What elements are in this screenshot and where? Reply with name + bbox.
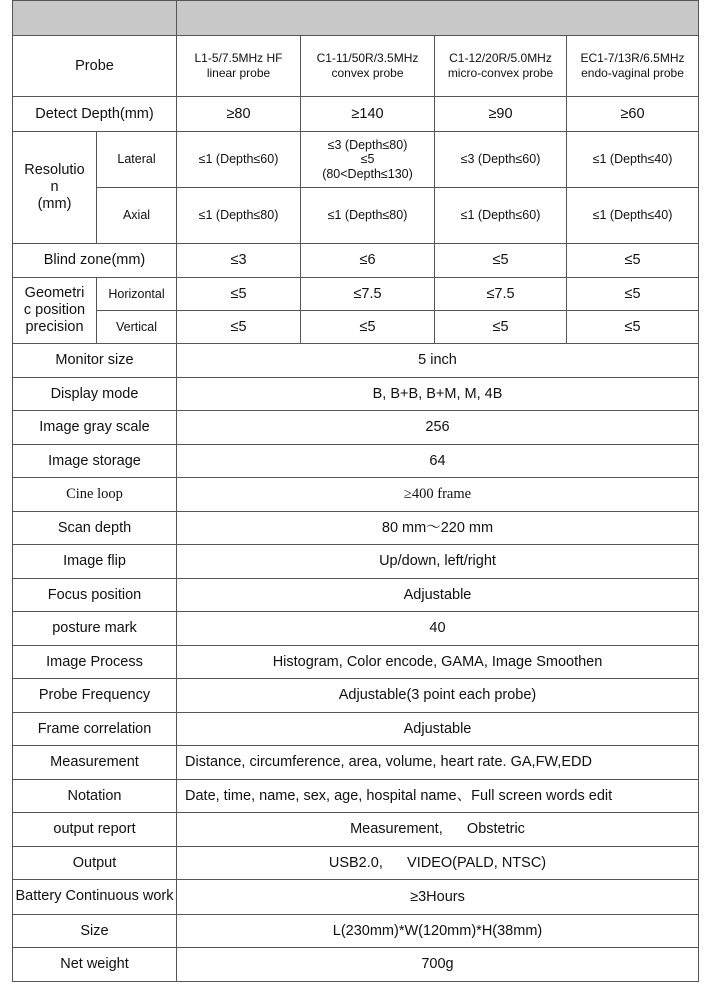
vertical-label: Vertical	[97, 311, 177, 344]
spec-value: 80 mm～220 mm	[177, 512, 699, 545]
probe-c1-11: C1-11/50R/3.5MHz convex probe	[301, 36, 435, 97]
spec-label: Cine loop	[13, 478, 177, 512]
spec-value: Date, time, name, sex, age, hospital name、Full screen words edit	[177, 780, 699, 813]
spec-row-probe-frequency	[13, 679, 699, 713]
lateral-value: ≤1 (Depth≤60)	[177, 132, 301, 188]
axial-value: ≤1 (Depth≤80)	[177, 188, 301, 244]
top-right-cell	[177, 1, 699, 36]
spec-value: Histogram, Color encode, GAMA, Image Smoothen	[177, 646, 699, 679]
detect-depth-value: ≥140	[301, 97, 435, 132]
blind-zone-row	[13, 244, 699, 278]
spec-row-cine-loop	[13, 478, 699, 512]
blind-zone-value: ≤5	[567, 244, 699, 278]
spec-value: USB2.0, VIDEO(PALD, NTSC)	[177, 847, 699, 880]
spec-value: Adjustable	[177, 713, 699, 746]
vertical-value: ≤5	[435, 311, 567, 344]
detect-depth-value: ≥90	[435, 97, 567, 132]
spec-row-focus-position	[13, 579, 699, 612]
spec-label: Battery Continuous work	[13, 880, 177, 915]
spec-row-display-mode	[13, 378, 699, 411]
detect-depth-row	[13, 97, 699, 132]
axial-label: Axial	[97, 188, 177, 244]
horizontal-value: ≤7.5	[435, 278, 567, 311]
spec-value: ≥400 frame	[177, 478, 699, 512]
detect-depth-value: ≥80	[177, 97, 301, 132]
spec-label: Image flip	[13, 545, 177, 579]
detect-depth-value: ≥60	[567, 97, 699, 132]
lateral-value-multiline: ≤3 (Depth≤80) ≤5 (80<Depth≤130)	[301, 132, 435, 188]
vertical-value: ≤5	[301, 311, 435, 344]
blind-zone-value: ≤6	[301, 244, 435, 278]
resolution-label: Resolutio n (mm)	[13, 132, 97, 244]
spec-label: Size	[13, 915, 177, 948]
spec-row-battery	[13, 880, 699, 915]
spec-label: Scan depth	[13, 512, 177, 545]
spec-value: Measurement, Obstetric	[177, 813, 699, 847]
spec-row-scan-depth	[13, 512, 699, 545]
geometric-label: Geometri c position precision	[13, 278, 97, 344]
spec-value: 64	[177, 445, 699, 478]
top-shaded-row	[13, 1, 699, 36]
probe-ec1-7: EC1-7/13R/6.5MHz endo-vaginal probe	[567, 36, 699, 97]
spec-label: Image storage	[13, 445, 177, 478]
spec-row-net-weight	[13, 948, 699, 982]
spec-label: Measurement	[13, 746, 177, 780]
spec-label: Net weight	[13, 948, 177, 982]
spec-value: ≥3Hours	[177, 880, 699, 915]
horizontal-value: ≤7.5	[301, 278, 435, 311]
horizontal-value: ≤5	[567, 278, 699, 311]
lateral-value: ≤3 (Depth≤60)	[435, 132, 567, 188]
geometric-horizontal-row	[13, 278, 699, 311]
spec-label: Output	[13, 847, 177, 880]
spec-row-notation	[13, 780, 699, 813]
spec-value: Adjustable	[177, 579, 699, 612]
spec-label: Display mode	[13, 378, 177, 411]
spec-value: L(230mm)*W(120mm)*H(38mm)	[177, 915, 699, 948]
spec-row-posture-mark	[13, 612, 699, 646]
spec-label: output report	[13, 813, 177, 847]
spec-value: 40	[177, 612, 699, 646]
probe-header-row	[13, 36, 699, 97]
resolution-lateral-row	[13, 132, 699, 188]
spec-label: Probe Frequency	[13, 679, 177, 713]
lateral-value: ≤1 (Depth≤40)	[567, 132, 699, 188]
top-left-cell	[13, 1, 177, 36]
geometric-vertical-row	[13, 311, 699, 344]
spec-row-image-process	[13, 646, 699, 679]
spec-value: 700g	[177, 948, 699, 982]
axial-value: ≤1 (Depth≤60)	[435, 188, 567, 244]
vertical-value: ≤5	[567, 311, 699, 344]
axial-value: ≤1 (Depth≤80)	[301, 188, 435, 244]
lateral-label: Lateral	[97, 132, 177, 188]
blind-zone-value: ≤5	[435, 244, 567, 278]
spec-value: Distance, circumference, area, volume, heart rate. GA,FW,EDD	[177, 746, 699, 780]
spec-label: posture mark	[13, 612, 177, 646]
spec-row-size	[13, 915, 699, 948]
spec-label: Notation	[13, 780, 177, 813]
resolution-axial-row	[13, 188, 699, 244]
spec-label: Frame correlation	[13, 713, 177, 746]
detect-depth-label: Detect Depth(mm)	[13, 97, 177, 132]
spec-value: Up/down, left/right	[177, 545, 699, 579]
spec-row-monitor-size	[13, 344, 699, 378]
probe-c1-12: C1-12/20R/5.0MHz micro-convex probe	[435, 36, 567, 97]
spec-row-image-storage	[13, 445, 699, 478]
spec-label: Focus position	[13, 579, 177, 612]
spec-label: Monitor size	[13, 344, 177, 378]
horizontal-value: ≤5	[177, 278, 301, 311]
axial-value: ≤1 (Depth≤40)	[567, 188, 699, 244]
spec-row-output	[13, 847, 699, 880]
spec-table	[12, 0, 699, 982]
probe-l1-5: L1-5/7.5MHz HF linear probe	[177, 36, 301, 97]
blind-zone-value: ≤3	[177, 244, 301, 278]
spec-label: Image Process	[13, 646, 177, 679]
blind-zone-label: Blind zone(mm)	[13, 244, 177, 278]
spec-row-gray-scale	[13, 411, 699, 445]
spec-label: Image gray scale	[13, 411, 177, 445]
spec-row-frame-correlation	[13, 713, 699, 746]
spec-row-image-flip	[13, 545, 699, 579]
spec-value: Adjustable(3 point each probe)	[177, 679, 699, 713]
probe-label: Probe	[13, 36, 177, 97]
spec-value: B, B+B, B+M, M, 4B	[177, 378, 699, 411]
spec-value: 256	[177, 411, 699, 445]
spec-row-measurement	[13, 746, 699, 780]
spec-value: 5 inch	[177, 344, 699, 378]
spec-row-output-report	[13, 813, 699, 847]
horizontal-label: Horizontal	[97, 278, 177, 311]
vertical-value: ≤5	[177, 311, 301, 344]
